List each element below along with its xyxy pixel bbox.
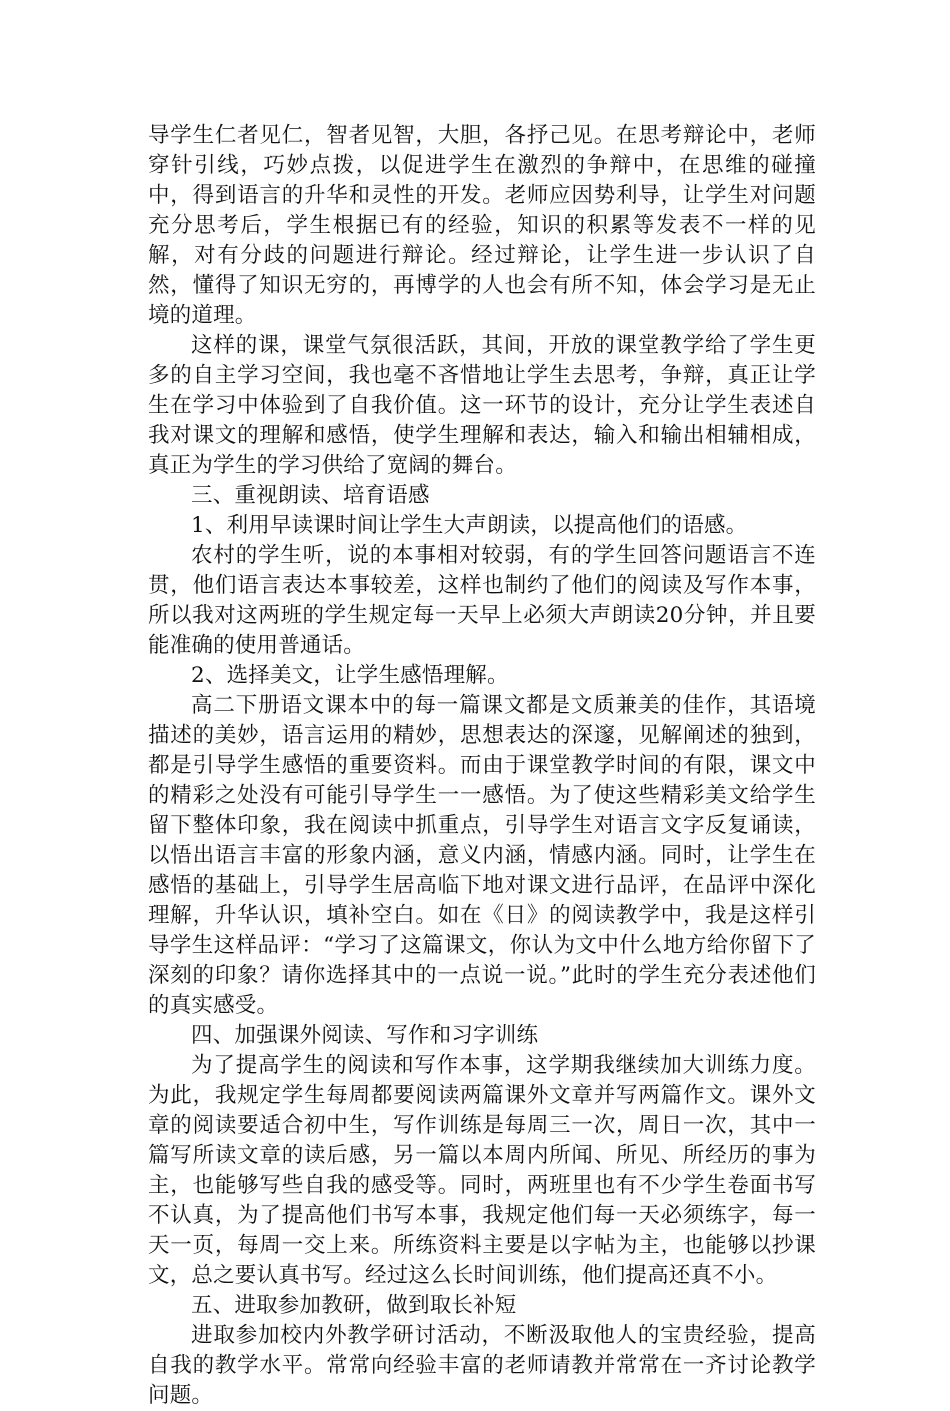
- subheading-3-1: 1、利用早读课时间让学生大声朗读，以提高他们的语感。: [191, 513, 748, 538]
- section-heading-4: 四、加强课外阅读、写作和习字训练: [191, 1023, 539, 1048]
- section-heading-3: 三、重视朗读、培育语感: [191, 483, 430, 508]
- paragraph-4: 高二下册语文课本中的每一篇课文都是文质兼美的佳作，其语境描述的美妙，语言运用的精妙，思想表达的深邃，见解阐述的独到，都是引导学生感悟的重要资料。而由于课堂教学时间的有限，课文中的精彩之处没有可能引导学生一一感悟。为了使这些精彩美文给学生留下整体印象，我在阅读中抓重点，引导学生对语言文字反复诵读，以悟出语言丰富的形象内涵，意义内涵，情感内涵。同时，让学生在感悟的基础上，引导学生居高临下地对课文进行品评，在品评中深化理解，升华认识，填补空白。如在《日》的阅读教学中，我是这样引导学生这样品评：“学习了这篇课文，你认为文中什么地方给你留下了深刻的印象？请你选择其中的一点说一说。”此时的学生充分表述他们的真实感受。: [148, 693, 816, 1018]
- document-body: [148, 121, 816, 1411]
- subheading-3-2: 2、选择美文，让学生感悟理解。: [191, 663, 509, 688]
- paragraph-5: 为了提高学生的阅读和写作本事，这学期我继续加大训练力度。为此，我规定学生每周都要阅读两篇课外文章并写两篇作文。课外文章的阅读要适合初中生，写作训练是每周三一次，周日一次，其中一篇写所读文章的读后感，另一篇以本周内所闻、所见、所经历的事为主，也能够写些自我的感受等。同时，两班里也有不少学生卷面书写不认真，为了提高他们书写本事，我规定他们每一天必须练字，每一天一页，每周一交上来。所练资料主要是以字帖为主，也能够以抄课文，总之要认真书写。经过这么长时间训练，他们提高还真不小。: [148, 1053, 816, 1288]
- paragraph-2: 这样的课，课堂气氛很活跃，其间，开放的课堂教学给了学生更多的自主学习空间，我也毫不吝惜地让学生去思考，争辩，真正让学生在学习中体验到了自我价值。这一环节的设计，充分让学生表述自我对课文的理解和感悟，使学生理解和表达，输入和输出相辅相成，真正为学生的学习供给了宽阔的舞台。: [148, 333, 816, 478]
- paragraph-3: 农村的学生听，说的本事相对较弱，有的学生回答问题语言不连贯，他们语言表达本事较差，这样也制约了他们的阅读及写作本事，所以我对这两班的学生规定每一天早上必须大声朗读20分钟，并且要能准确的使用普通话。: [148, 543, 816, 658]
- section-heading-5: 五、进取参加教研，做到取长补短: [191, 1293, 517, 1318]
- paragraph-1: 导学生仁者见仁，智者见智，大胆，各抒己见。在思考辩论中，老师穿针引线，巧妙点拨，以促进学生在激烈的争辩中，在思维的碰撞中，得到语言的升华和灵性的开发。老师应因势利导，让学生对问题充分思考后，学生根据已有的经验，知识的积累等发表不一样的见解，对有分歧的问题进行辩论。经过辩论，让学生进一步认识了自然，懂得了知识无穷的，再博学的人也会有所不知，体会学习是无止境的道理。: [148, 123, 816, 328]
- paragraph-6: 进取参加校内外教学研讨活动，不断汲取他人的宝贵经验，提高自我的教学水平。常常向经验丰富的老师请教并常常在一齐讨论教学问题。: [148, 1323, 816, 1408]
